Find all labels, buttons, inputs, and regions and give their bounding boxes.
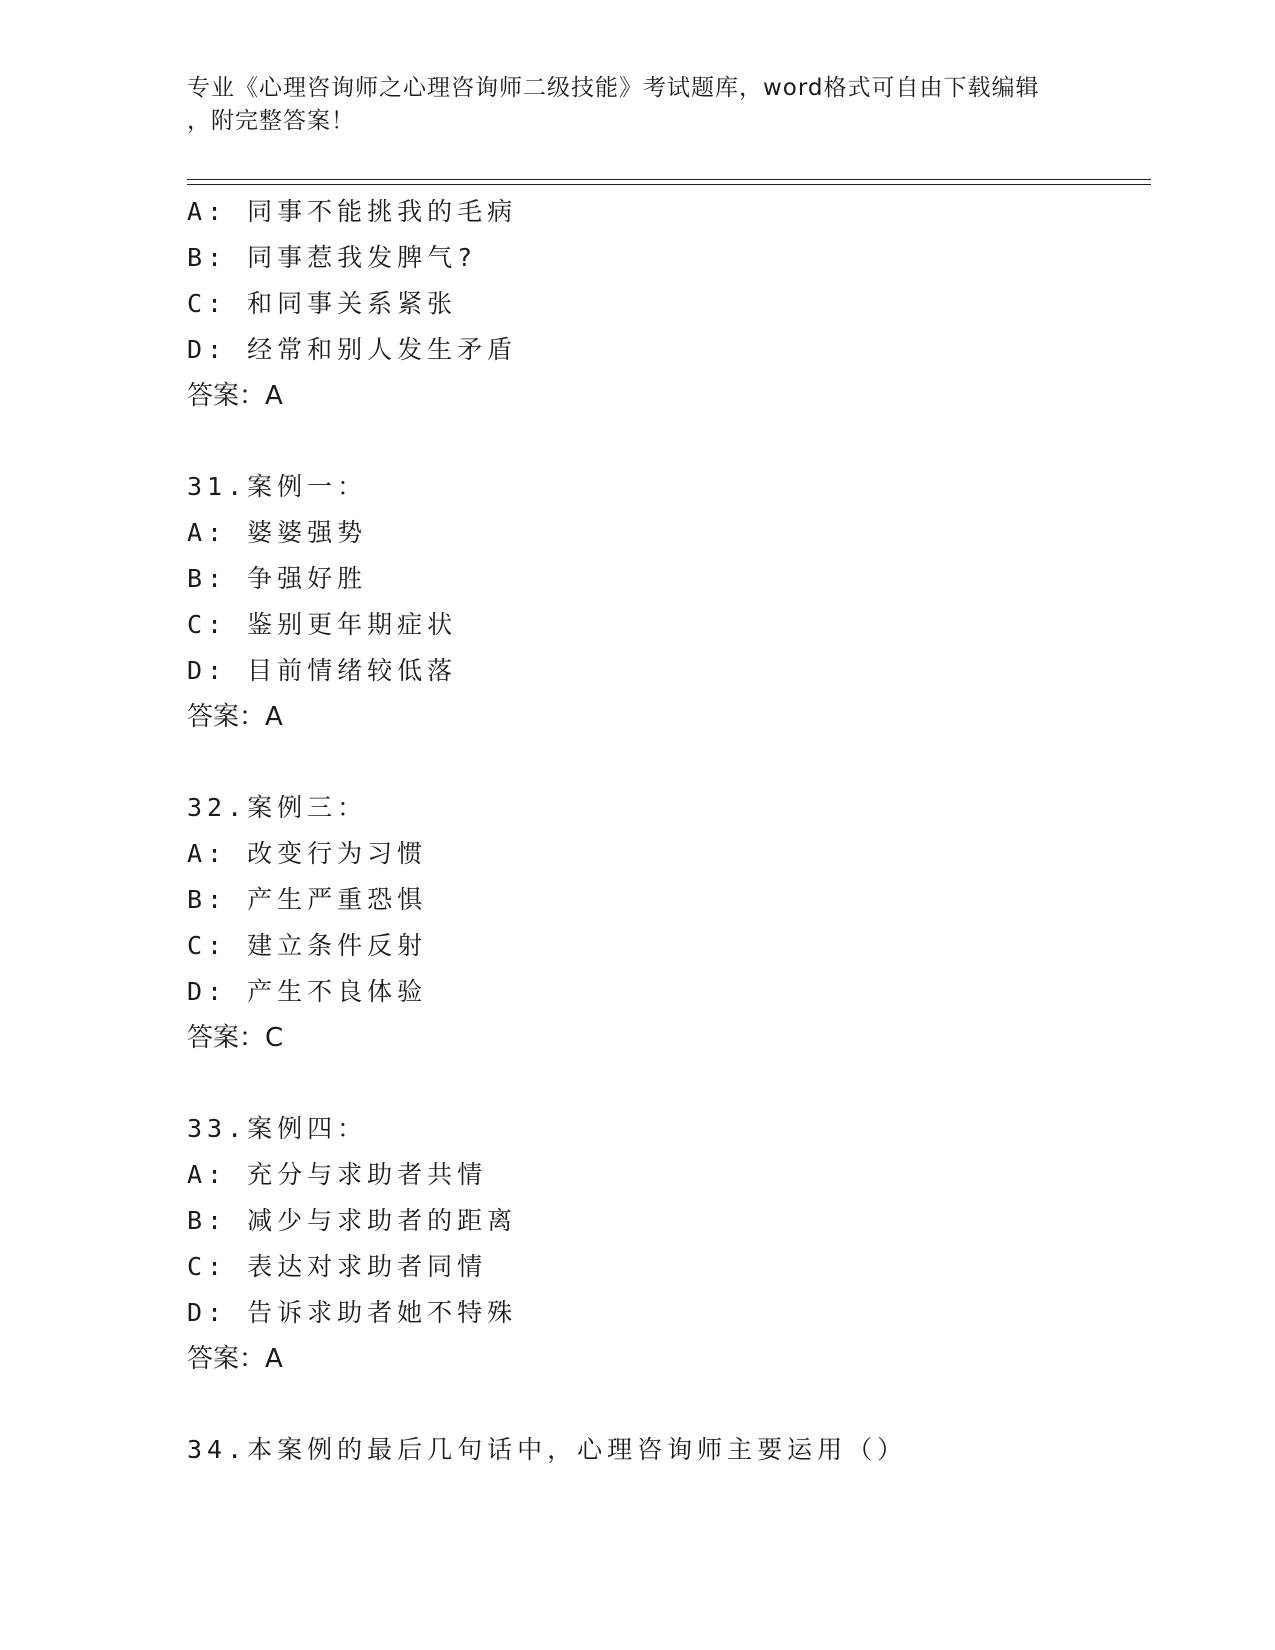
block-spacer [187, 740, 1147, 785]
option-a: A: 充分与求助者共情 [187, 1160, 488, 1189]
option-c: C: 表达对求助者同情 [187, 1252, 488, 1281]
question-title: 33.案例四： [187, 1114, 368, 1143]
answer-line: 答案：C [187, 1023, 284, 1053]
option-a: A: 同事不能挑我的毛病 [187, 197, 518, 226]
block-spacer [187, 1382, 1147, 1427]
question-list [187, 189, 1147, 1473]
option-d: D: 告诉求助者她不特殊 [187, 1298, 518, 1327]
option-c: C: 鉴别更年期症状 [187, 610, 458, 639]
question-block [187, 189, 1147, 419]
option-d: D: 目前情绪较低落 [187, 656, 458, 685]
option-b: B: 争强好胜 [187, 564, 368, 593]
option-a: A: 婆婆强势 [187, 518, 368, 547]
question-title: 34.本案例的最后几句话中，心理咨询师主要运用（） [187, 1435, 908, 1464]
header-title-line-1: 专业《心理咨询师之心理咨询师二级技能》考试题库，word格式可自由下载编辑 [187, 75, 1040, 101]
block-spacer [187, 1061, 1147, 1106]
option-d: D: 产生不良体验 [187, 977, 428, 1006]
header-title-line-2: ，附完整答案！ [187, 108, 355, 134]
question-block [187, 1106, 1147, 1382]
option-c: C: 和同事关系紧张 [187, 289, 458, 318]
option-b: B: 同事惹我发脾气? [187, 243, 478, 272]
option-d: D: 经常和别人发生矛盾 [187, 335, 518, 364]
option-c: C: 建立条件反射 [187, 931, 428, 960]
answer-line: 答案：A [187, 1344, 283, 1374]
block-spacer [187, 419, 1147, 464]
option-b: B: 减少与求助者的距离 [187, 1206, 518, 1235]
answer-line: 答案：A [187, 381, 283, 411]
question-block [187, 785, 1147, 1061]
header-divider-bottom [187, 184, 1151, 185]
header-divider-top [187, 179, 1151, 180]
question-block [187, 464, 1147, 740]
answer-line: 答案：A [187, 702, 283, 732]
document-header [187, 72, 1087, 138]
question-title: 32.案例三： [187, 793, 368, 822]
option-b: B: 产生严重恐惧 [187, 885, 428, 914]
question-title: 31.案例一： [187, 472, 368, 501]
option-a: A: 改变行为习惯 [187, 839, 428, 868]
